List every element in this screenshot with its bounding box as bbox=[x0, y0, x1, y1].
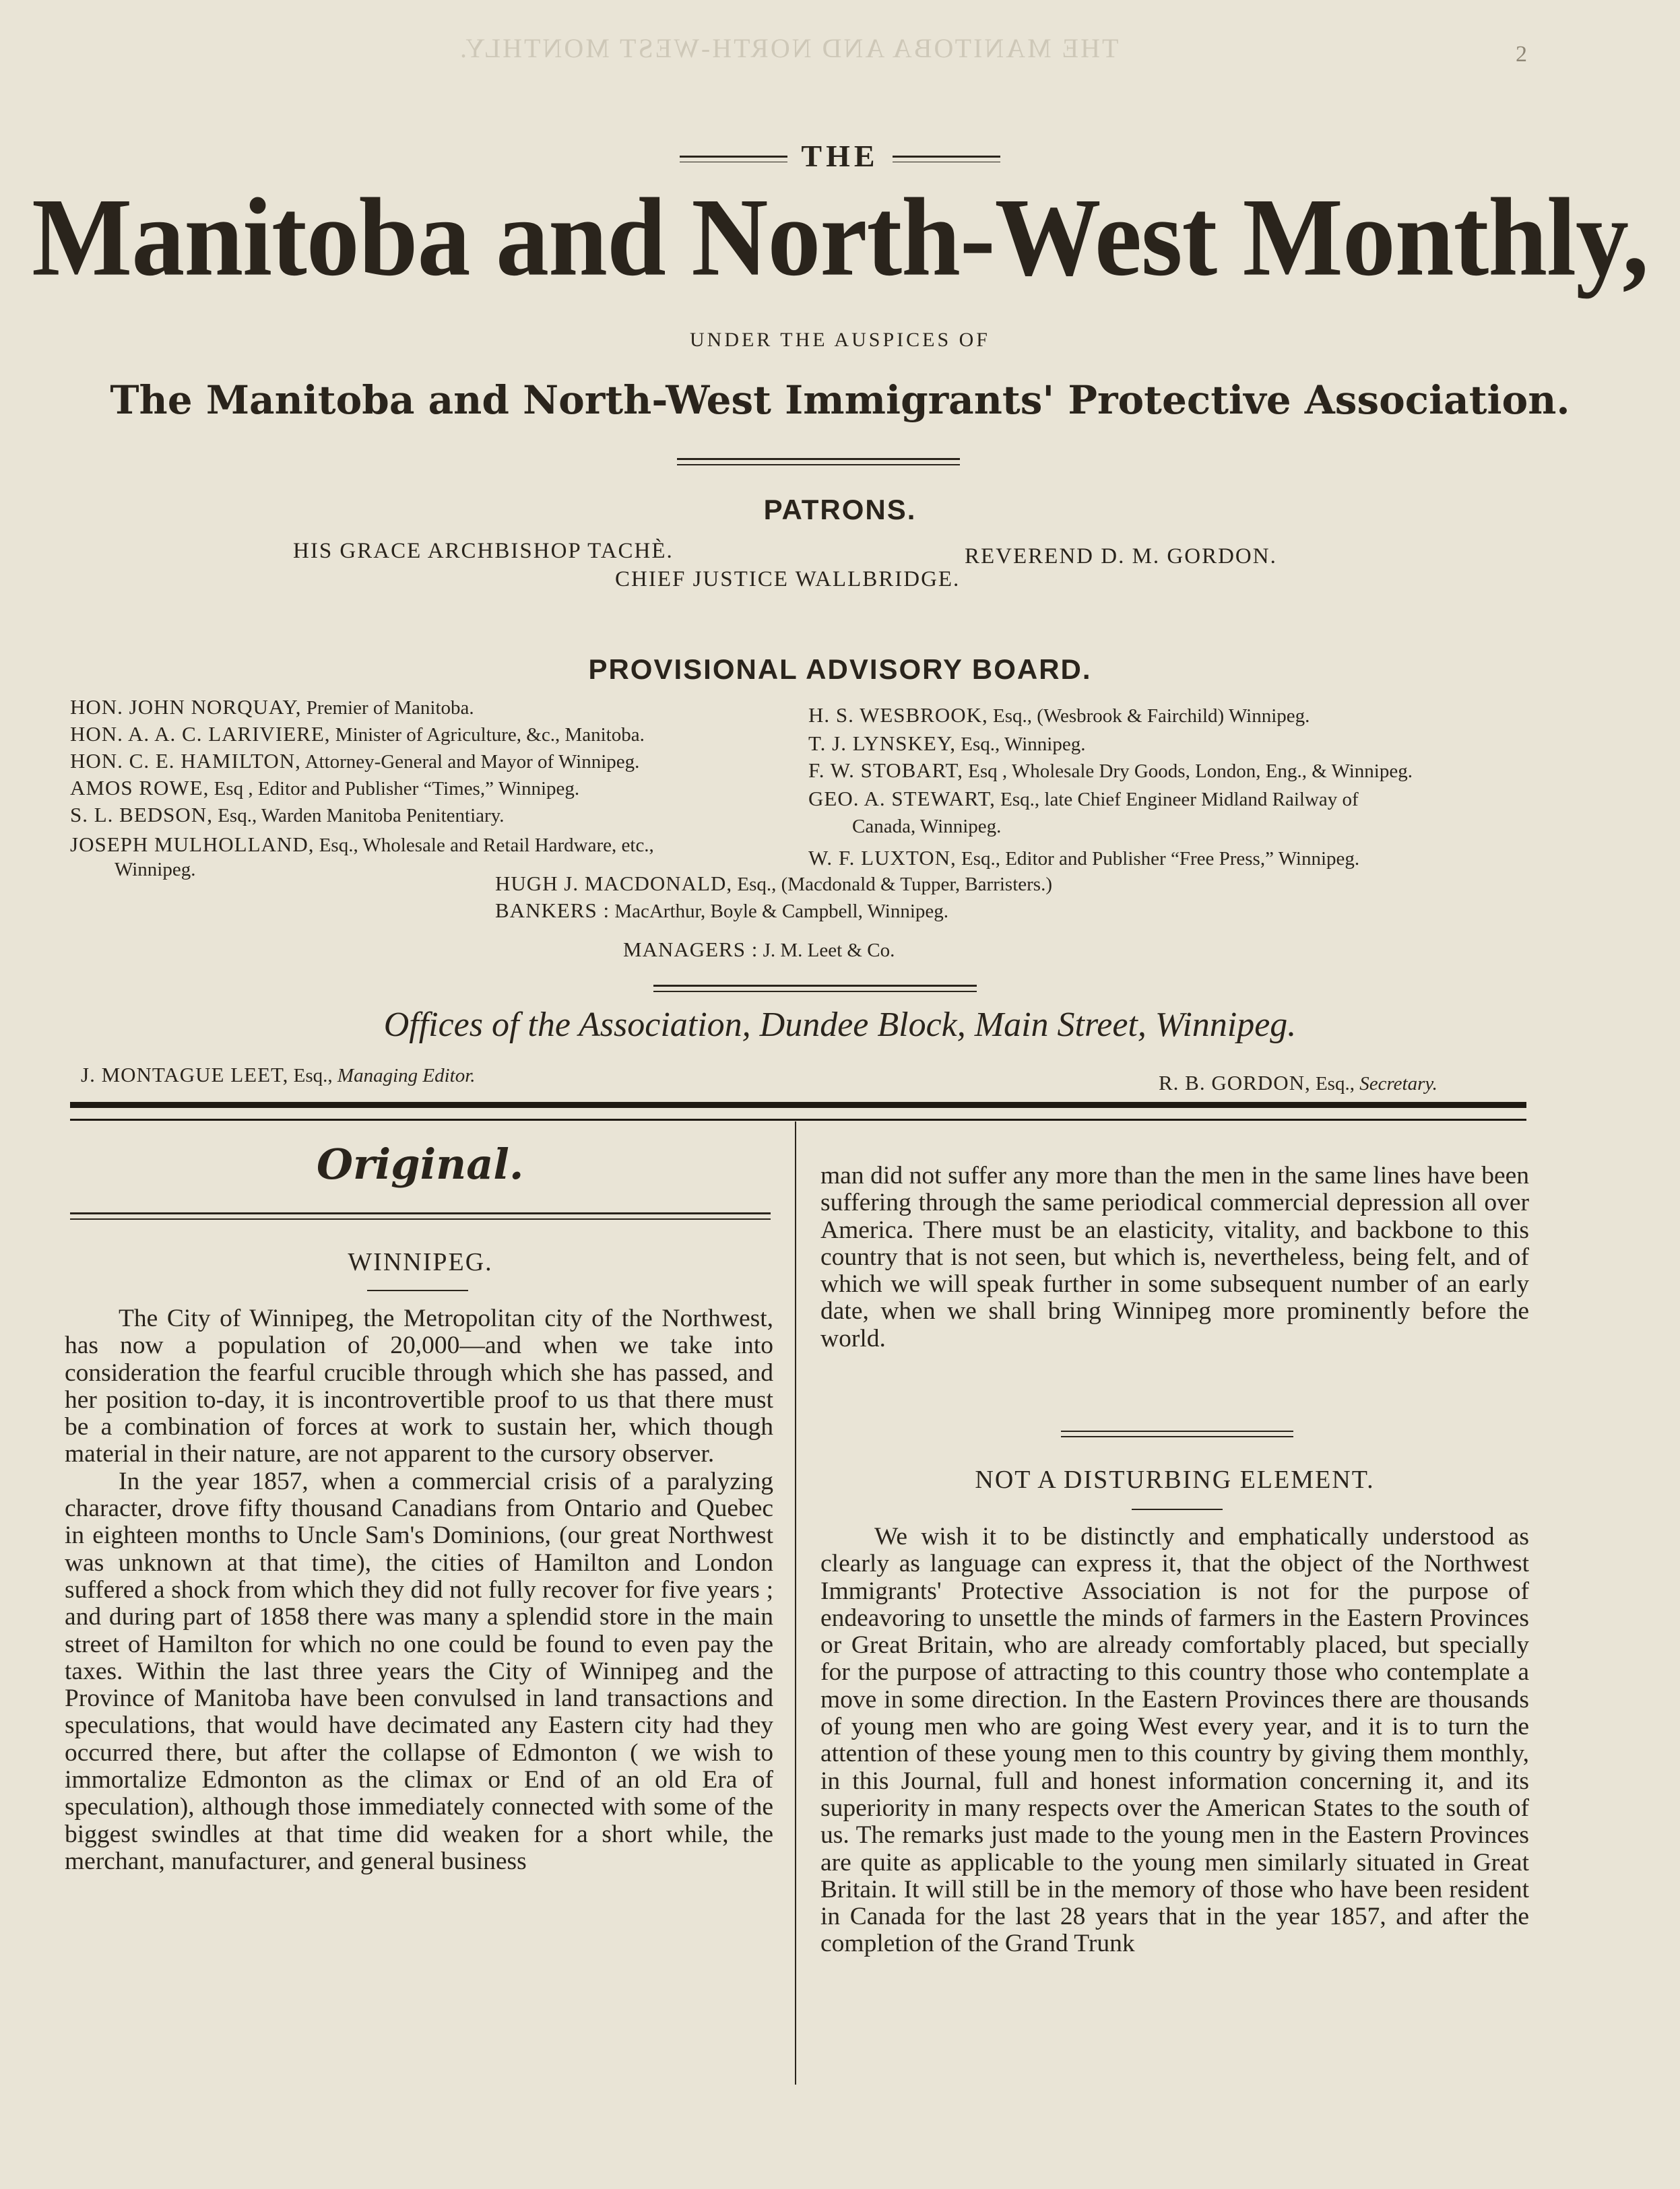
association-name: The Manitoba and North-West Immigrants' Protective Association. bbox=[110, 377, 1570, 423]
bankers-line: BANKERS : MacArthur, Boyle & Campbell, Winnipeg. bbox=[495, 899, 949, 922]
article-paragraph: man did not suffer any more than the men in the same lines have been suffering through the same periodical commercial depression all over America. There must be an elasticity, vitality, and backbone to this country that is not seen, but which is, nevertheless, being felt, and of which we will speak further in some subsequent number of an early date, when we shall bring Winnipeg more prominently before the world. bbox=[820, 1162, 1529, 1352]
patron-left: HIS GRACE ARCHBISHOP TACHÈ. bbox=[293, 539, 674, 563]
page-number: 2 bbox=[1516, 42, 1527, 67]
offices-line: Offices of the Association, Dundee Block, Main Street, Winnipeg. bbox=[383, 1006, 1297, 1044]
secretary: R. B. GORDON, Esq., Secretary. bbox=[1159, 1071, 1437, 1094]
divider-articles bbox=[1061, 1431, 1293, 1432]
title-underline bbox=[367, 1290, 468, 1291]
ornament-right bbox=[893, 156, 1000, 162]
divider-articles-b bbox=[1061, 1436, 1293, 1437]
article-paragraph: We wish it to be distinctly and emphatically understood as clearly as language can express it, that the object of the Northwest Immigrants' Protective Association is not for the purpose of endeavoring to unsettle the minds of farmers in the Eastern Provinces or Great Britain, who are already comfortably placed, but specially for the purpose of attracting to this country those who contemplate a move in some direction. In the Eastern Provinces there are thousands of young men who are going West every year, and it is to turn the attention of these young men to this country by giving them monthly, in this Journal, full and honest information concerning it, and its superiority in many respects over the American States to the south of us. The remarks just made to the young men in the Eastern Provinces are quite as applicable to the young men similarly situated in Great Britain. It will still be in the memory of those who have been resident in Canada for the last 28 years that in the year 1857, and after the completion of the Grand Trunk bbox=[820, 1523, 1529, 1958]
board-member: AMOS ROWE, Esq , Editor and Publisher “Times,” Winnipeg. bbox=[70, 776, 580, 799]
board-member: F. W. STOBART, Esq , Wholesale Dry Goods, London, Eng., & Winnipeg. bbox=[808, 758, 1413, 782]
board-member: S. L. BEDSON, Esq., Warden Manitoba Penitentiary. bbox=[70, 803, 505, 826]
section-label-original: Original. bbox=[317, 1140, 524, 1189]
managing-editor: J. MONTAGUE LEET, Esq., Managing Editor. bbox=[81, 1063, 476, 1086]
ornament-left bbox=[680, 156, 787, 162]
article-winnipeg-continued bbox=[820, 1163, 1529, 1352]
masthead-the-text: THE bbox=[801, 139, 879, 173]
board-member: GEO. A. STEWART, Esq., late Chief Engineer Midland Railway of bbox=[808, 787, 1359, 810]
board-member: T. J. LYNSKEY, Esq., Winnipeg. bbox=[808, 731, 1086, 755]
heavy-rule bbox=[70, 1102, 1526, 1121]
divider-masthead bbox=[677, 458, 960, 465]
masthead-the bbox=[0, 138, 1680, 174]
article-paragraph: The City of Winnipeg, the Metropolitan city of the Northwest, has now a population of 20,000—and when we take into consideration the fearful crucible through which she has passed, and her position to-day, it is incontrovertible proof to us that there must be a combination of forces at work to sustain her, which though material in their nature, are not apparent to the cursory observer. bbox=[65, 1305, 773, 1468]
board-member: JOSEPH MULHOLLAND, Esq., Wholesale and Retail Hardware, etc., bbox=[70, 832, 654, 856]
title-underline bbox=[1132, 1509, 1223, 1510]
auspices-line: UNDER THE AUSPICES OF bbox=[689, 329, 990, 351]
patrons-heading: PATRONS. bbox=[763, 494, 917, 525]
board-member: H. S. WESBROOK, Esq., (Wesbrook & Fairchild) Winnipeg. bbox=[808, 703, 1310, 727]
ghost-header: THE MANITOBA AND NORTH-WEST MONTHLY. bbox=[458, 33, 1119, 63]
article-paragraph: In the year 1857, when a commercial crisis of a paralyzing character, drove fifty thousand Canadians from Ontario and Quebec in eighteen months to Uncle Sam's Dominions, (our great Northwest was unknown at that time), the cities of Hamilton and London suffered a shock from which they did not fully recover for five years ; and during part of 1858 there was many a splendid store in the main street of Hamilton for which no one could be found to even pay the taxes. Within the last three years the City of Winnipeg and the Province of Manitoba have been convulsed in land transactions and speculations, that would have decimated any Eastern city had they occurred there, but after the collapse of Edmonton ( we wish to immortalize Edmonton as the climax or End of an old Era of speculation), although those immediately connected with some of the biggest swindles at that time did weaken for a short while, the merchant, manufacturer, and general business bbox=[65, 1467, 773, 1875]
board-member: HON. A. A. C. LARIVIERE, Minister of Agriculture, &c., Manitoba. bbox=[70, 722, 645, 746]
board-member-macdonald: HUGH J. MACDONALD, Esq., (Macdonald & Tupper, Barristers.) bbox=[495, 872, 1052, 895]
article-title-disturbing: NOT A DISTURBING ELEMENT. bbox=[975, 1466, 1375, 1494]
divider-original bbox=[70, 1212, 771, 1220]
board-member: HON. JOHN NORQUAY, Premier of Manitoba. bbox=[70, 695, 474, 719]
divider-board bbox=[653, 985, 977, 992]
managers-line: MANAGERS : J. M. Leet & Co. bbox=[623, 938, 895, 961]
board-member-cont: Winnipeg. bbox=[115, 859, 196, 880]
board-member: HON. C. E. HAMILTON, Attorney-General and Mayor of Winnipeg. bbox=[70, 749, 640, 773]
article-winnipeg-body bbox=[65, 1305, 773, 1875]
board-member: W. F. LUXTON, Esq., Editor and Publisher “Free Press,” Winnipeg. bbox=[808, 846, 1360, 870]
board-heading: PROVISIONAL ADVISORY BOARD. bbox=[588, 653, 1092, 685]
column-rule bbox=[795, 1121, 796, 2085]
patron-center: CHIEF JUSTICE WALLBRIDGE. bbox=[615, 567, 961, 591]
article-disturbing-body bbox=[820, 1524, 1529, 1958]
board-member-cont: Canada, Winnipeg. bbox=[852, 816, 1002, 837]
masthead-title: Manitoba and North-West Monthly, bbox=[32, 175, 1648, 300]
article-title-winnipeg: WINNIPEG. bbox=[348, 1248, 493, 1276]
patron-right: REVEREND D. M. GORDON. bbox=[965, 544, 1277, 568]
